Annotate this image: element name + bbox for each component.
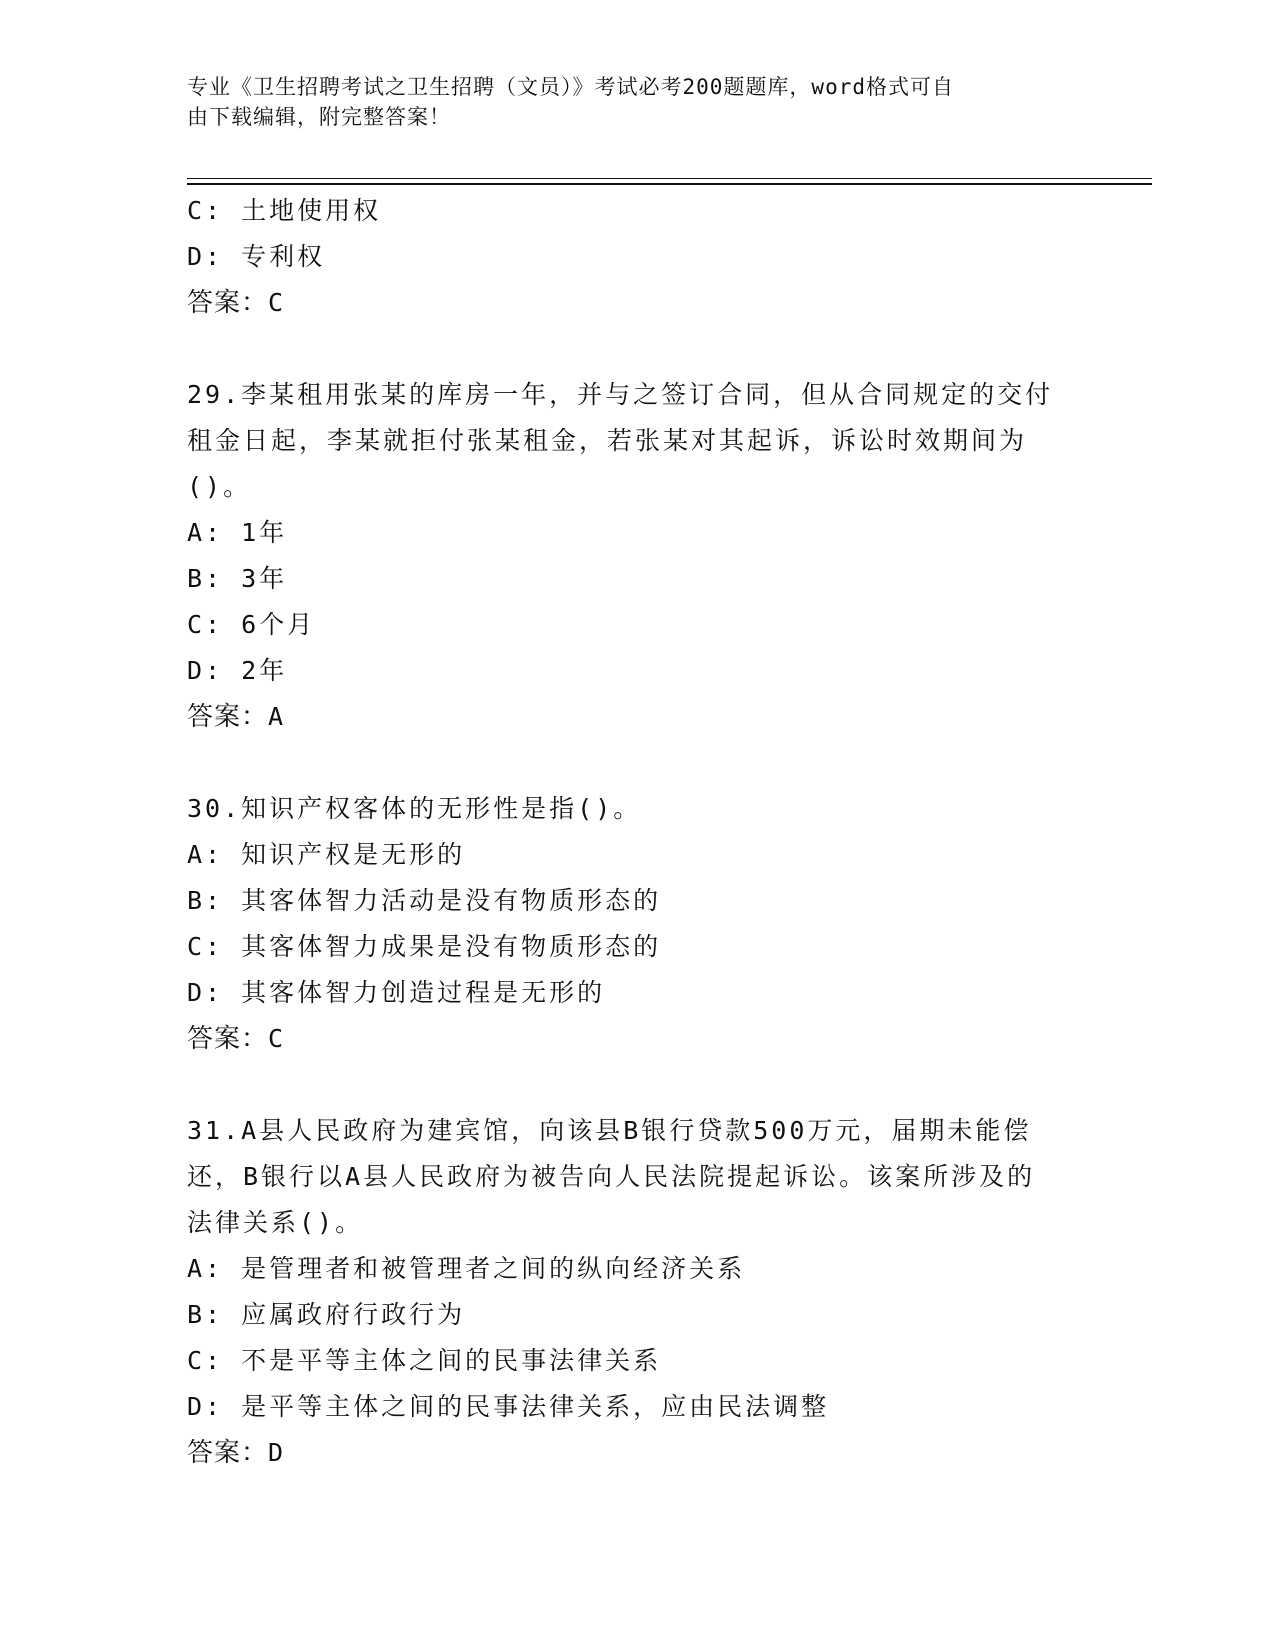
option-d: D: 专利权	[187, 242, 326, 271]
question-stem-line: 30.知识产权客体的无形性是指()。	[187, 794, 642, 823]
page-header	[187, 72, 1067, 132]
question-28-tail	[187, 188, 1087, 326]
option-d: D: 2年	[187, 656, 288, 685]
option-b: B: 应属政府行政行为	[187, 1300, 466, 1329]
header-line-1: 专业《卫生招聘考试之卫生招聘（文员）》考试必考200题题库，word格式可自	[187, 75, 954, 99]
answer-value: A	[268, 702, 285, 731]
option-c: C: 其客体智力成果是没有物质形态的	[187, 932, 662, 961]
option-b: B: 3年	[187, 564, 288, 593]
option-d: D: 其客体智力创造过程是无形的	[187, 978, 606, 1007]
answer-line	[187, 1016, 1087, 1062]
question-stem-line: 还，B银行以A县人民政府为被告向人民法院提起诉讼。该案所涉及的	[187, 1162, 1036, 1191]
header-line-2: 由下载编辑，附完整答案！	[187, 105, 451, 129]
answer-value: D	[268, 1438, 285, 1467]
spacer	[187, 740, 1087, 786]
question-stem-line: 31.A县人民政府为建宾馆，向该县B银行贷款500万元，届期未能偿	[187, 1116, 1032, 1145]
question-29	[187, 372, 1087, 740]
option-a: A: 是管理者和被管理者之间的纵向经济关系	[187, 1254, 746, 1283]
question-31	[187, 1108, 1087, 1476]
option-c: C: 不是平等主体之间的民事法律关系	[187, 1346, 662, 1375]
question-stem-line: 租金日起，李某就拒付张某租金，若张某对其起诉，诉讼时效期间为	[187, 426, 1028, 455]
answer-value: C	[268, 1024, 285, 1053]
answer-line	[187, 694, 1087, 740]
header-divider	[187, 178, 1152, 185]
option-d: D: 是平等主体之间的民事法律关系，应由民法调整	[187, 1392, 830, 1421]
question-stem-line: 29.李某租用张某的库房一年，并与之签订合同，但从合同规定的交付	[187, 380, 1054, 409]
spacer	[187, 326, 1087, 372]
option-a: A: 1年	[187, 518, 288, 547]
question-stem-line: ()。	[187, 472, 252, 501]
option-c: C: 土地使用权	[187, 196, 382, 225]
answer-label: 答案：	[187, 1024, 269, 1054]
answer-label: 答案：	[187, 702, 269, 732]
answer-label: 答案：	[187, 1438, 269, 1468]
answer-label: 答案：	[187, 288, 269, 318]
option-c: C: 6个月	[187, 610, 316, 639]
answer-line	[187, 1430, 1087, 1476]
answer-line	[187, 280, 1087, 326]
question-30	[187, 786, 1087, 1062]
question-stem-line: 法律关系()。	[187, 1208, 364, 1237]
option-b: B: 其客体智力活动是没有物质形态的	[187, 886, 662, 915]
option-a: A: 知识产权是无形的	[187, 840, 466, 869]
question-content	[187, 188, 1087, 1476]
answer-value: C	[268, 288, 285, 317]
spacer	[187, 1062, 1087, 1108]
